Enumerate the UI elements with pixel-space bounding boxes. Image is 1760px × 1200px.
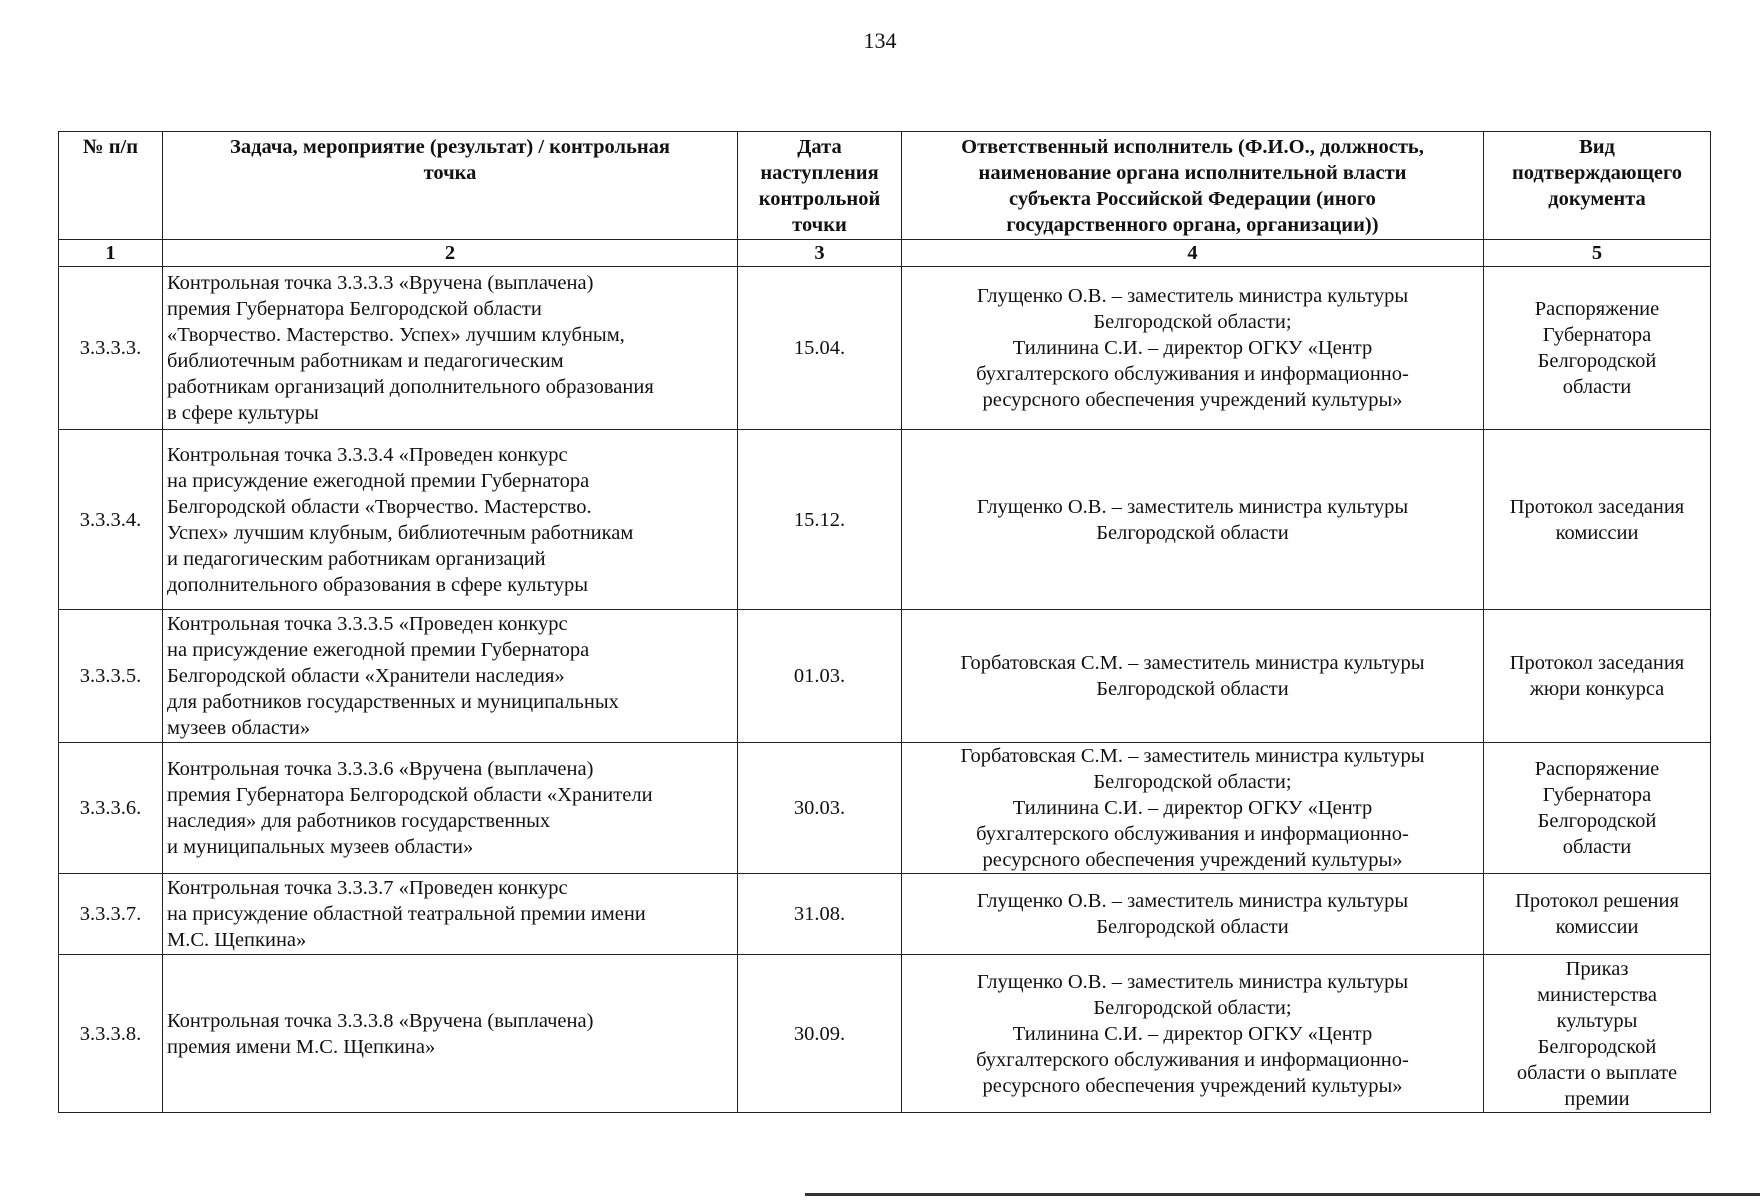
responsible-cell <box>902 267 1484 430</box>
text-line: премия имени М.С. Щепкина» <box>167 1035 436 1058</box>
task-cell <box>163 874 738 955</box>
text-line: Вид <box>1579 136 1615 158</box>
text-line: М.С. Щепкина» <box>167 929 307 951</box>
text-line: на присуждение областной театральной премии имени <box>167 903 646 925</box>
page-number: 134 <box>863 28 897 53</box>
control-date: 01.03. <box>738 610 902 743</box>
text-line: области о выплате <box>1516 1061 1678 1084</box>
control-date: 15.12. <box>738 430 902 610</box>
text-line: Белгородской области <box>1096 521 1289 544</box>
task-cell <box>163 610 738 743</box>
text-line: Белгородской области <box>1096 678 1289 700</box>
text-line: ресурсного обеспечения учреждений культуры» <box>982 849 1403 871</box>
task-cell <box>163 955 738 1113</box>
text-line: ресурсного обеспечения учреждений культуры» <box>982 389 1403 411</box>
text-line: Глущенко О.В. – заместитель министра культуры <box>976 970 1409 993</box>
text-line: для работников государственных и муниципальных <box>167 691 619 713</box>
text-line: Белгородской области <box>1096 916 1289 938</box>
text-line: Задача, мероприятие (результат) / контрольная <box>230 136 670 158</box>
control-date: 31.08. <box>738 874 902 955</box>
text-line: премия Губернатора Белгородской области «Хранители <box>167 784 653 806</box>
text-line: Протокол решения <box>1515 890 1679 912</box>
text-line: Глущенко О.В. – заместитель министра культуры <box>976 495 1409 518</box>
text-line: Контрольная точка 3.3.3.5 «Проведен конкурс <box>167 613 568 635</box>
column-number: 3 <box>738 240 902 267</box>
task-cell <box>163 267 738 430</box>
text-line: Распоряжение <box>1534 298 1660 320</box>
text-line: Успех» лучшим клубным, библиотечным работникам <box>167 521 634 544</box>
text-line: библиотечным работникам и педагогическим <box>167 350 564 372</box>
text-line: Глущенко О.В. – заместитель министра культуры <box>976 285 1409 307</box>
text-line: Белгородской области «Творчество. Мастерство. <box>167 495 592 518</box>
text-line: Белгородской <box>1537 810 1657 832</box>
text-line: Губернатора <box>1542 784 1652 806</box>
text-line: «Творчество. Мастерство. Успех» лучшим клубным, <box>167 324 625 346</box>
table-row <box>59 743 1711 874</box>
responsible-cell <box>902 874 1484 955</box>
text-line: Белгородской области; <box>1093 311 1292 333</box>
document-type-cell <box>1484 955 1711 1113</box>
text-line: наследия» для работников государственных <box>167 810 551 832</box>
text-line: документа <box>1548 188 1646 210</box>
text-line: Приказ <box>1565 957 1629 980</box>
row-number: 3.3.3.3. <box>59 267 163 430</box>
header-date <box>738 132 902 240</box>
text-line: субъекта Российской Федерации (иного <box>1009 188 1376 210</box>
text-line: на присуждение ежегодной премии Губернатора <box>167 469 590 492</box>
text-line: Белгородской области «Хранители наследия» <box>167 665 565 687</box>
control-date: 30.03. <box>738 743 902 874</box>
control-date: 30.09. <box>738 955 902 1113</box>
text-line: Дата <box>797 136 842 158</box>
text-line: Белгородской области; <box>1093 996 1292 1019</box>
text-line: комиссии <box>1555 916 1639 938</box>
column-number: 1 <box>59 240 163 267</box>
text-line: наименование органа исполнительной власти <box>978 162 1407 184</box>
control-points-table <box>58 131 1711 1113</box>
text-line: Контрольная точка 3.3.3.3 «Вручена (выплачена) <box>167 272 594 294</box>
table-row <box>59 874 1711 955</box>
row-number: 3.3.3.4. <box>59 430 163 610</box>
document-type-cell <box>1484 610 1711 743</box>
header-row <box>59 132 1711 240</box>
text-line: министерства <box>1537 983 1657 1006</box>
header-task <box>163 132 738 240</box>
scan-edge-line <box>805 1193 1760 1196</box>
text-line: Тилинина С.И. – директор ОГКУ «Центр <box>1012 337 1373 359</box>
text-line: Контрольная точка 3.3.3.4 «Проведен конкурс <box>167 443 568 466</box>
text-line: Глущенко О.В. – заместитель министра культуры <box>976 890 1409 912</box>
column-number-row <box>59 240 1711 267</box>
text-line: области <box>1562 376 1632 398</box>
document-type-cell <box>1484 743 1711 874</box>
column-number: 4 <box>902 240 1484 267</box>
text-line: Тилинина С.И. – директор ОГКУ «Центр <box>1012 1022 1373 1045</box>
row-number: 3.3.3.8. <box>59 955 163 1113</box>
text-line: работникам организаций дополнительного образования <box>167 376 654 398</box>
row-number: 3.3.3.5. <box>59 610 163 743</box>
text-line: Протокол заседания <box>1509 652 1685 674</box>
text-line: комиссии <box>1555 521 1639 544</box>
control-date: 15.04. <box>738 267 902 430</box>
text-line: бухгалтерского обслуживания и информационно- <box>976 363 1409 385</box>
text-line: области <box>1562 836 1632 858</box>
text-line: бухгалтерского обслуживания и информационно- <box>976 823 1409 845</box>
text-line: Протокол заседания <box>1509 495 1685 518</box>
responsible-cell <box>902 610 1484 743</box>
text-line: дополнительного образования в сфере культуры <box>167 573 588 596</box>
text-line: культуры <box>1556 1009 1638 1032</box>
text-line: № п/п <box>82 136 139 158</box>
text-line: и педагогическим работникам организаций <box>167 547 546 570</box>
text-line: ресурсного обеспечения учреждений культуры» <box>982 1074 1403 1097</box>
text-line: Контрольная точка 3.3.3.6 «Вручена (выплачена) <box>167 758 594 780</box>
text-line: на присуждение ежегодной премии Губернатора <box>167 639 590 661</box>
header-document <box>1484 132 1711 240</box>
text-line: Контрольная точка 3.3.3.7 «Проведен конкурс <box>167 877 568 899</box>
row-number: 3.3.3.6. <box>59 743 163 874</box>
responsible-cell <box>902 955 1484 1113</box>
task-cell <box>163 743 738 874</box>
table-row <box>59 610 1711 743</box>
task-cell <box>163 430 738 610</box>
text-line: наступления <box>760 162 879 184</box>
text-line: жюри конкурса <box>1529 678 1665 700</box>
document-type-cell <box>1484 267 1711 430</box>
text-line: государственного органа, организации)) <box>1006 214 1379 236</box>
table-row <box>59 267 1711 430</box>
header-responsible <box>902 132 1484 240</box>
text-line: Губернатора <box>1542 324 1652 346</box>
text-line: музеев области» <box>167 717 311 739</box>
header-number <box>59 132 163 240</box>
text-line: подтверждающего <box>1511 162 1683 184</box>
text-line: Контрольная точка 3.3.3.8 «Вручена (выплачена) <box>167 1009 594 1032</box>
responsible-cell <box>902 430 1484 610</box>
text-line: Белгородской области; <box>1093 771 1292 793</box>
table-row <box>59 955 1711 1113</box>
text-line: Белгородской <box>1537 350 1657 372</box>
text-line: Горбатовская С.М. – заместитель министра культуры <box>960 745 1425 767</box>
text-line: точки <box>792 214 847 236</box>
document-type-cell <box>1484 874 1711 955</box>
column-number: 5 <box>1484 240 1711 267</box>
text-line: в сфере культуры <box>167 402 319 424</box>
row-number: 3.3.3.7. <box>59 874 163 955</box>
text-line: Распоряжение <box>1534 758 1660 780</box>
text-line: премии <box>1564 1087 1630 1110</box>
column-number: 2 <box>163 240 738 267</box>
text-line: Горбатовская С.М. – заместитель министра культуры <box>960 652 1425 674</box>
responsible-cell <box>902 743 1484 874</box>
text-line: Тилинина С.И. – директор ОГКУ «Центр <box>1012 797 1373 819</box>
document-type-cell <box>1484 430 1711 610</box>
text-line: и муниципальных музеев области» <box>167 836 474 858</box>
table-row <box>59 430 1711 610</box>
text-line: Ответственный исполнитель (Ф.И.О., должность, <box>961 136 1424 158</box>
text-line: бухгалтерского обслуживания и информационно- <box>976 1048 1409 1071</box>
text-line: премия Губернатора Белгородской области <box>167 298 542 320</box>
text-line: контрольной <box>758 188 881 210</box>
text-line: Белгородской <box>1537 1035 1657 1058</box>
text-line: точка <box>423 162 477 184</box>
